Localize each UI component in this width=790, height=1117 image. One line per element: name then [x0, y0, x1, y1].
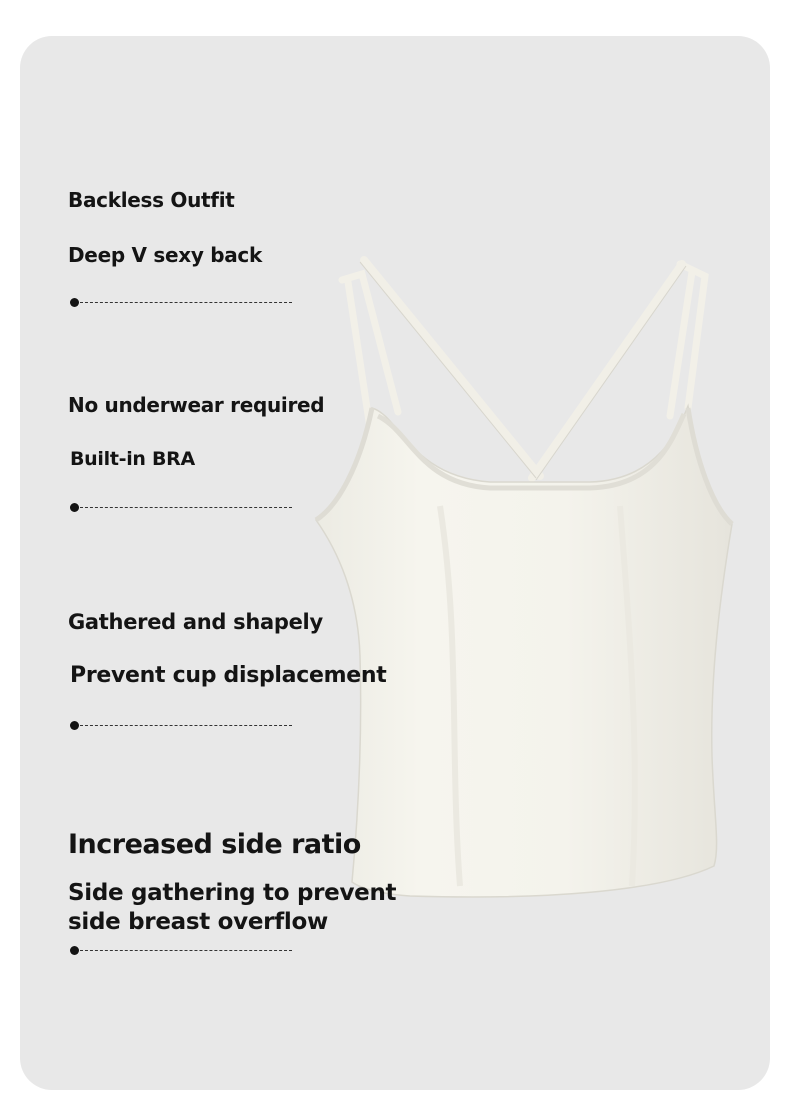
- dashed-line: [80, 302, 292, 303]
- bullet-dot-icon: [70, 298, 79, 307]
- tank-body: [316, 406, 732, 897]
- dotted-separator: [70, 721, 292, 731]
- dashed-line: [80, 950, 292, 951]
- feature-subtitle-line-1: Side gathering to prevent: [68, 880, 397, 906]
- dotted-separator: [70, 298, 292, 308]
- product-feature-card: [20, 36, 770, 1090]
- feature-title: No underwear required: [68, 393, 325, 417]
- dotted-separator: [70, 503, 292, 513]
- dashed-line: [80, 507, 292, 508]
- bullet-dot-icon: [70, 946, 79, 955]
- bullet-dot-icon: [70, 721, 79, 730]
- feature-subtitle: Prevent cup displacement: [70, 663, 387, 688]
- feature-subtitle: Deep V sexy back: [68, 243, 262, 267]
- feature-gathered: [68, 610, 323, 634]
- feature-gathered-subtitle-wrap: [70, 663, 386, 688]
- feature-title: Gathered and shapely: [68, 610, 323, 634]
- feature-backless: [68, 188, 235, 212]
- feature-title: Increased side ratio: [68, 829, 361, 860]
- dashed-line: [80, 725, 292, 726]
- feature-side-ratio: [68, 829, 361, 860]
- feature-subtitle-line-2: side breast overflow: [68, 909, 328, 935]
- feature-side-ratio-subtitle-wrap: [68, 879, 396, 937]
- feature-subtitle: Built-in BRA: [70, 448, 195, 470]
- dotted-separator: [70, 946, 292, 956]
- feature-no-underwear-subtitle-wrap: [70, 448, 195, 470]
- back-strap-right: [670, 264, 705, 416]
- bullet-dot-icon: [70, 503, 79, 512]
- feature-backless-subtitle-wrap: [68, 243, 262, 267]
- feature-no-underwear: [68, 393, 324, 417]
- feature-title: Backless Outfit: [68, 188, 235, 212]
